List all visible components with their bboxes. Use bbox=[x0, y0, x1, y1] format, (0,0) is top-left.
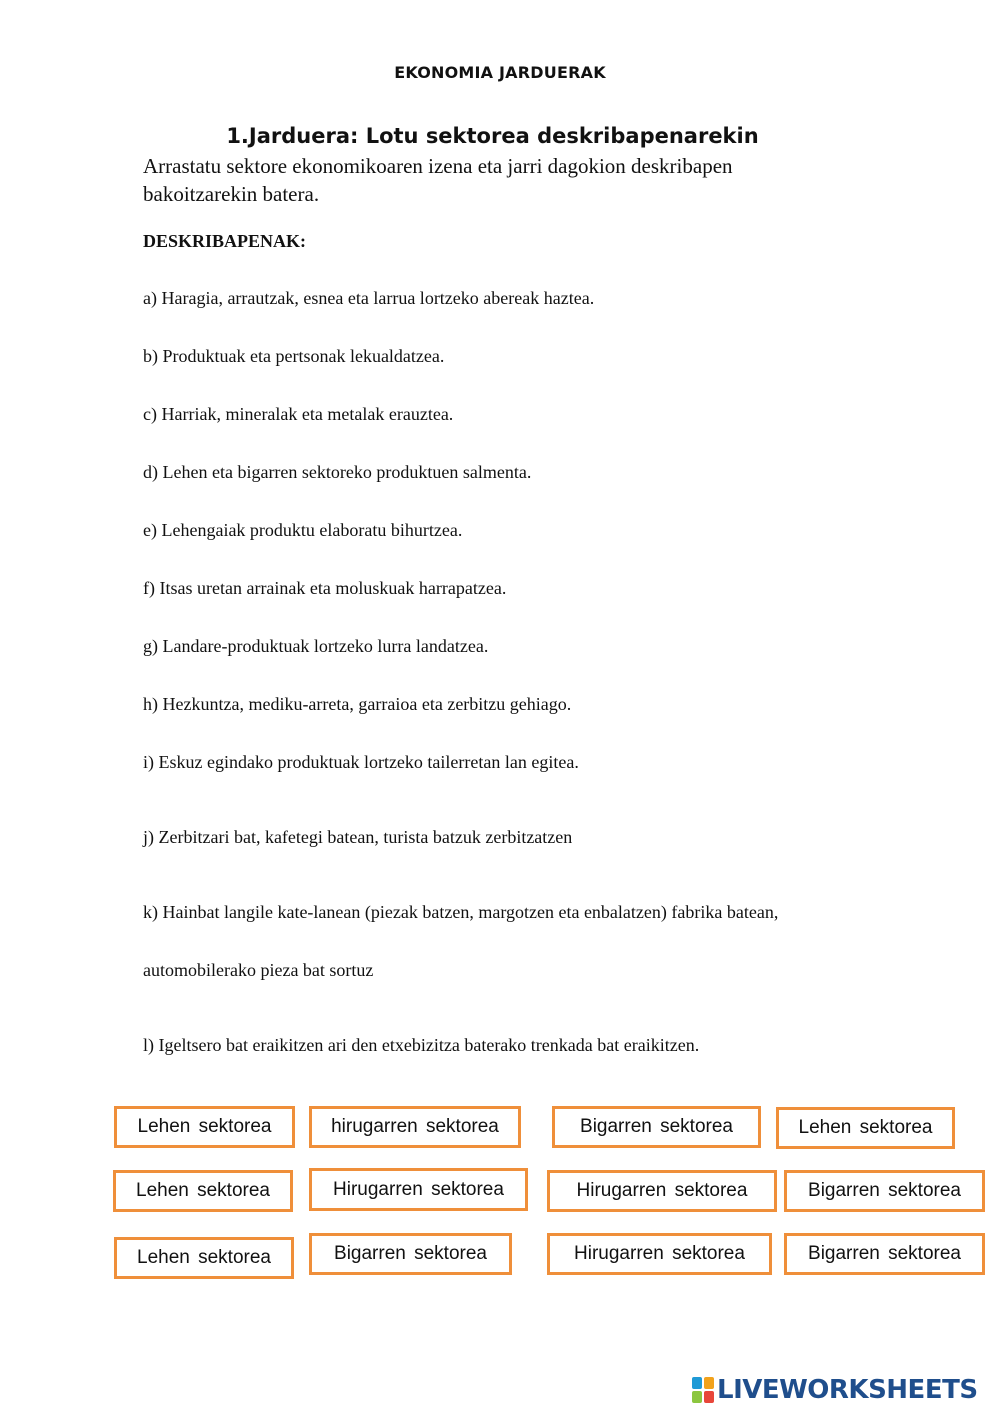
answer-box-3[interactable]: Bigarren sektorea bbox=[552, 1106, 761, 1148]
description-l: l) Igeltsero bat eraikitzen ari den etxebizitza baterako trenkada bat eraikitzen. bbox=[143, 1035, 700, 1055]
description-k-continued: automobilerako pieza bat sortuz bbox=[143, 960, 374, 980]
answer-box-1[interactable]: Lehen sektorea bbox=[114, 1106, 295, 1148]
description-f: f) Itsas uretan arrainak eta moluskuak harrapatzea. bbox=[143, 578, 507, 598]
page-title: EKONOMIA JARDUERAK bbox=[394, 63, 606, 82]
answer-box-12[interactable]: Bigarren sektorea bbox=[784, 1233, 985, 1275]
description-d: d) Lehen eta bigarren sektoreko produktuen salmenta. bbox=[143, 462, 532, 482]
description-k: k) Hainbat langile kate-lanean (piezak batzen, margotzen eta enbalatzen) fabrika batean, bbox=[143, 902, 779, 922]
description-c: c) Harriak, mineralak eta metalak erauztea. bbox=[143, 404, 454, 424]
answer-box-5[interactable]: Lehen sektorea bbox=[113, 1170, 293, 1212]
answer-box-10[interactable]: Bigarren sektorea bbox=[309, 1233, 512, 1275]
answer-box-11[interactable]: Hirugarren sektorea bbox=[547, 1233, 772, 1275]
description-h: h) Hezkuntza, mediku-arreta, garraioa eta zerbitzu gehiago. bbox=[143, 694, 572, 714]
description-e: e) Lehengaiak produktu elaboratu bihurtzea. bbox=[143, 520, 463, 540]
liveworksheets-logo-icon bbox=[692, 1377, 714, 1403]
liveworksheets-logo[interactable] bbox=[692, 1375, 978, 1405]
description-i: i) Eskuz egindako produktuak lortzeko tailerretan lan egitea. bbox=[143, 752, 579, 772]
description-a: a) Haragia, arrautzak, esnea eta larrua lortzeko abereak haztea. bbox=[143, 288, 595, 308]
answer-box-2[interactable]: hirugarren sektorea bbox=[309, 1106, 521, 1148]
description-b: b) Produktuak eta pertsonak lekualdatzea. bbox=[143, 346, 445, 366]
answer-box-4[interactable]: Lehen sektorea bbox=[776, 1107, 955, 1149]
description-g: g) Landare-produktuak lortzeko lurra landatzea. bbox=[143, 636, 489, 656]
answer-box-9[interactable]: Lehen sektorea bbox=[114, 1237, 294, 1279]
activity-heading: 1.Jarduera: Lotu sektorea deskribapenarekin bbox=[226, 124, 759, 148]
descriptions-label: DESKRIBAPENAK: bbox=[143, 231, 307, 251]
answer-box-6[interactable]: Hirugarren sektorea bbox=[309, 1168, 528, 1211]
answer-box-8[interactable]: Bigarren sektorea bbox=[784, 1170, 985, 1212]
answer-box-7[interactable]: Hirugarren sektorea bbox=[547, 1170, 777, 1212]
activity-instruction: Arrastatu sektore ekonomikoaren izena eta jarri dagokion deskribapen bakoitzarekin batera. bbox=[143, 154, 733, 206]
description-j: j) Zerbitzari bat, kafetegi batean, turista batzuk zerbitzatzen bbox=[143, 827, 573, 847]
liveworksheets-logo-text: LIVEWORKSHEETS bbox=[717, 1375, 978, 1405]
